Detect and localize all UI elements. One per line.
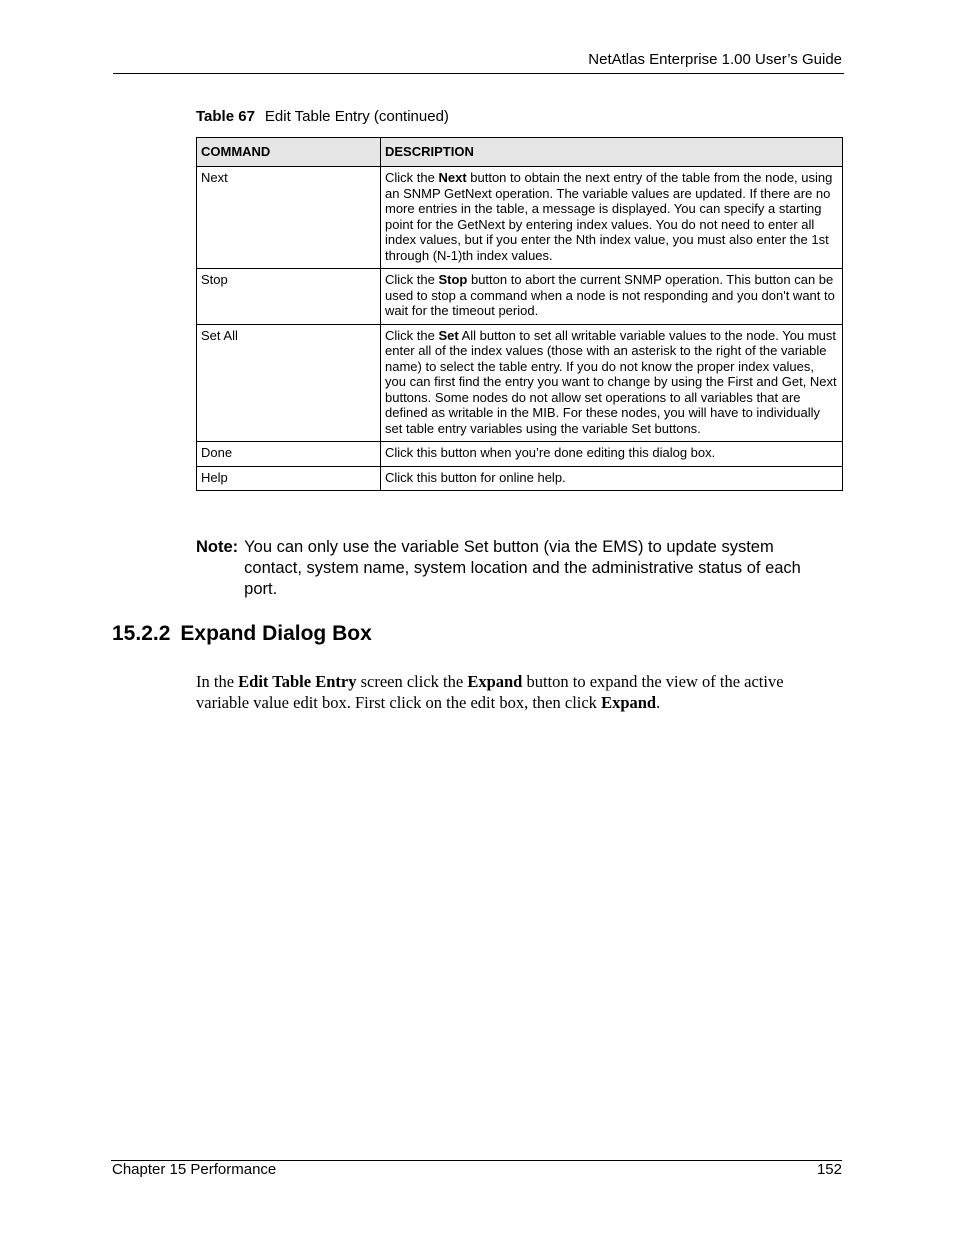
command-cell: Stop — [197, 269, 381, 325]
command-cell: Set All — [197, 324, 381, 442]
footer-page-number: 152 — [816, 1161, 842, 1178]
note-label: Note: — [196, 538, 239, 556]
description-cell: Click the Next button to obtain the next entry of the table from the node, using an SNMP GetNext operation. The variable values are updated. If there are no more entries in the table, a message is displayed. You can specify a starting point for the GetNext by entering index values. You do not need to enter all index values, but if you enter the Nth index value, you must also enter the 1st through (N-1)th index values. — [381, 167, 843, 269]
command-cell: Next — [197, 167, 381, 269]
column-header-command: COMMAND — [197, 138, 381, 167]
table-caption-label: Table 67 — [196, 108, 255, 125]
table-header-row — [197, 138, 843, 167]
table-row — [197, 442, 843, 467]
running-header: NetAtlas Enterprise 1.00 User’s Guide — [588, 51, 842, 68]
footer-chapter: Chapter 15 Performance — [112, 1161, 277, 1178]
note-block — [196, 537, 836, 600]
command-cell: Done — [197, 442, 381, 467]
section-number: 15.2.2 — [112, 622, 171, 645]
table-row — [197, 167, 843, 269]
table-row — [197, 466, 843, 491]
description-cell: Click this button when you’re done editing this dialog box. — [381, 442, 843, 467]
note-text: You can only use the variable Set button (via the EMS) to update system contact, system name, system location and the administrative status of each port. — [244, 538, 801, 598]
table-caption — [196, 108, 449, 125]
section-heading — [112, 622, 372, 646]
table-row — [197, 269, 843, 325]
table-row — [197, 324, 843, 442]
description-cell: Click the Set All button to set all writable variable values to the node. You must enter all of the index values (those with an asterisk to the right of the variable name) to select the table entry. If you do not know the proper index values, you can first find the entry you want to change by using the First and Get, Next buttons. Some nodes do not allow set operations to all variables that are defined as writable in the MIB. For these nodes, you will have to individually set table entry variables using the variable Set buttons. — [381, 324, 843, 442]
table-caption-text: Edit Table Entry (continued) — [264, 108, 449, 125]
command-cell: Help — [197, 466, 381, 491]
body-paragraph: In the Edit Table Entry screen click the Expand button to expand the view of the active variable value edit box. First click on the edit box, then click Expand. — [196, 672, 784, 712]
header-rule — [113, 73, 844, 74]
description-cell: Click the Stop button to abort the current SNMP operation. This button can be used to stop a command when a node is not responding and you don't want to wait for the timeout period. — [381, 269, 843, 325]
edit-table-entry-table — [196, 137, 843, 491]
column-header-description: DESCRIPTION — [381, 138, 843, 167]
section-title: Expand Dialog Box — [180, 622, 372, 645]
description-cell: Click this button for online help. — [381, 466, 843, 491]
